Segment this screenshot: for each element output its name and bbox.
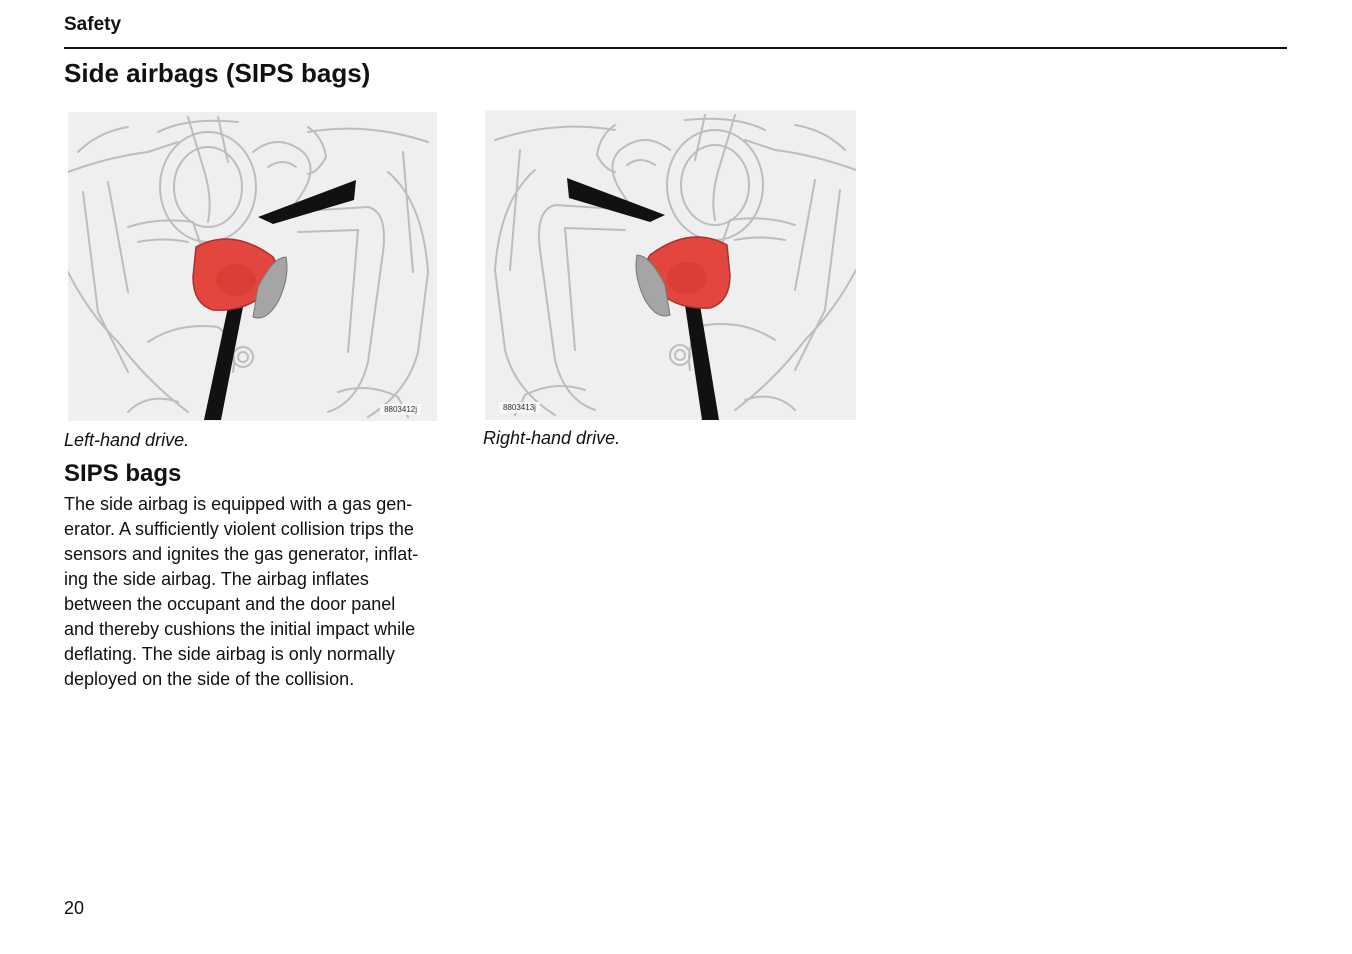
paragraph-line: deployed on the side of the collision.: [64, 669, 355, 689]
illustration-left-hand-drive: [68, 112, 437, 421]
paragraph-line: ing the side airbag. The airbag inflates: [64, 569, 369, 589]
page-title: Side airbags (SIPS bags): [64, 58, 371, 88]
seat-belt-lap: [204, 307, 243, 420]
body-paragraph: [64, 492, 464, 692]
paragraph-line: The side airbag is equipped with a gas gen-: [64, 494, 413, 514]
page-number: 20: [64, 898, 85, 918]
header-rule: [64, 47, 1287, 49]
paragraph-line: erator. A sufficiently violent collision trips the: [64, 519, 414, 539]
paragraph-line: sensors and ignites the gas generator, inflat-: [64, 544, 419, 564]
airbag-illustration-left: [68, 112, 437, 421]
airbag-illustration-right: [485, 110, 856, 420]
section-heading: SIPS bags: [64, 460, 182, 487]
paragraph-line: deflating. The side airbag is only normally: [64, 644, 395, 664]
caption-left-hand-drive: Left-hand drive.: [64, 430, 190, 450]
figure-code-left: 8803412j: [380, 404, 421, 415]
paragraph-line: and thereby cushions the initial impact while: [64, 619, 416, 639]
paragraph-line: between the occupant and the door panel: [64, 594, 396, 614]
section-label: Safety: [64, 14, 122, 35]
illustration-right-hand-drive: [485, 110, 856, 420]
figure-code-right: 8803413j: [499, 402, 540, 413]
caption-right-hand-drive: Right-hand drive.: [483, 428, 621, 448]
